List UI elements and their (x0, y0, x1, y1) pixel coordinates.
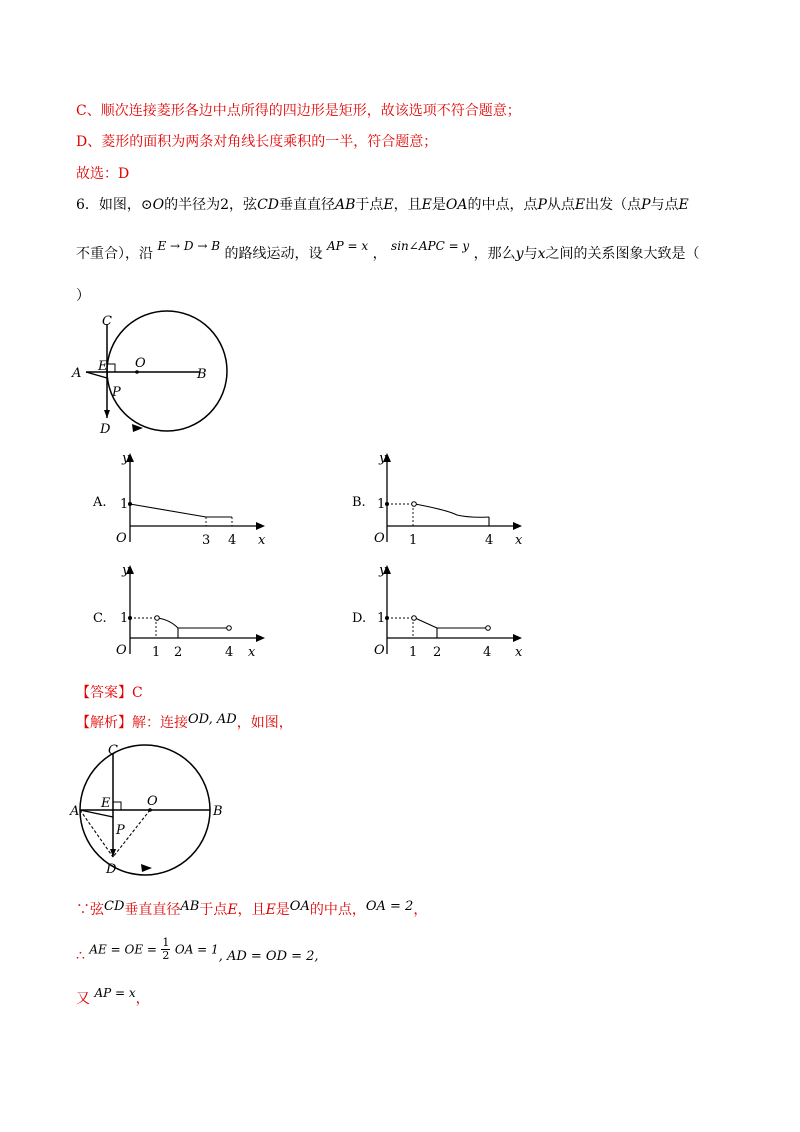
svg-text:1: 1 (377, 497, 386, 512)
circle-o (107, 311, 227, 431)
svg-text:1: 1 (409, 533, 418, 548)
option-a-graph (90, 450, 290, 550)
because-line: ∵弦CD垂直直径AB于点E，且E是OA的中点，OA = 2， (76, 899, 428, 918)
graph-segment (130, 504, 206, 517)
svg-text:D: D (106, 862, 117, 877)
svg-text:B: B (213, 804, 223, 819)
svg-text:x: x (515, 533, 523, 548)
svg-text:O: O (374, 643, 385, 658)
option-d-graph (352, 562, 552, 662)
svg-text:A: A (70, 804, 80, 819)
option-a-label: A. (93, 495, 107, 510)
svg-text:1: 1 (120, 611, 129, 626)
analysis-line: 【解析】解：连接OD, AD，如图， (76, 712, 293, 731)
right-angle-mark (107, 364, 115, 372)
svg-text:4: 4 (228, 533, 237, 548)
svg-text:3: 3 (202, 533, 211, 548)
svg-text:1: 1 (152, 645, 161, 660)
label-d: D (100, 422, 111, 437)
option-c-graph (90, 562, 290, 662)
svg-text:x: x (248, 645, 256, 660)
analysis-figure-circle (70, 743, 260, 878)
svg-text:O: O (116, 643, 127, 658)
svg-text:C: C (108, 743, 118, 758)
solution-line-c: C、顺次连接菱形各边中点所得的四边形是矩形，故该选项不符合题意； (76, 103, 521, 119)
option-d-label: D. (352, 611, 367, 626)
option-c-label: C. (93, 611, 107, 626)
therefore-line: ∴ AE = OE = $\frac{1}{2}$ OA = 1, AD = OD = 2, (76, 936, 319, 964)
solution-line-d: D、菱形的面积为两条对角线长度乘积的一半，符合题意； (76, 134, 438, 150)
svg-text:x: x (515, 645, 523, 660)
svg-text:y: y (379, 451, 387, 466)
svg-text:P: P (116, 823, 125, 838)
question-6-line2: 不重合），沿 E → D → B 的路线运动，设 AP = x ， sin∠APC = y ，那么y与x之间的关系图象大致是（ (76, 239, 700, 262)
svg-text:4: 4 (483, 645, 492, 660)
svg-text:2: 2 (174, 645, 183, 660)
svg-text:O: O (374, 531, 385, 546)
label-p: P (112, 385, 121, 400)
label-c: C (102, 314, 112, 329)
svg-text:1: 1 (409, 645, 418, 660)
label-a: A (72, 366, 82, 381)
svg-text:y: y (379, 563, 387, 578)
question-6-line3: ） (76, 288, 90, 304)
svg-text:O: O (147, 794, 158, 809)
label-e: E (98, 359, 108, 374)
option-b-graph (352, 450, 552, 550)
svg-text:x: x (258, 533, 266, 548)
svg-text:2: 2 (433, 645, 442, 660)
svg-text:1: 1 (120, 497, 129, 512)
label-o: O (135, 356, 146, 371)
svg-text:y: y (122, 451, 130, 466)
svg-text:1: 1 (377, 611, 386, 626)
svg-text:E: E (101, 796, 111, 811)
also-line: 又 AP = x， (76, 986, 150, 1007)
svg-text:4: 4 (225, 645, 234, 660)
solution-choice: 故选：D (76, 166, 130, 182)
svg-text:4: 4 (485, 533, 494, 548)
label-b: B (197, 367, 207, 382)
answer-line: 【答案】C (76, 685, 143, 701)
question-figure-circle (70, 315, 250, 445)
question-6-line1: 6．如图，⊙O的半径为2，弦CD垂直直径AB于点E，且E是OA的中点，点P从点E出发（点P与点E (76, 197, 689, 213)
svg-text:O: O (116, 531, 127, 546)
option-b-label: B. (352, 495, 366, 510)
arrow-down (104, 410, 110, 418)
svg-text:y: y (122, 563, 130, 578)
